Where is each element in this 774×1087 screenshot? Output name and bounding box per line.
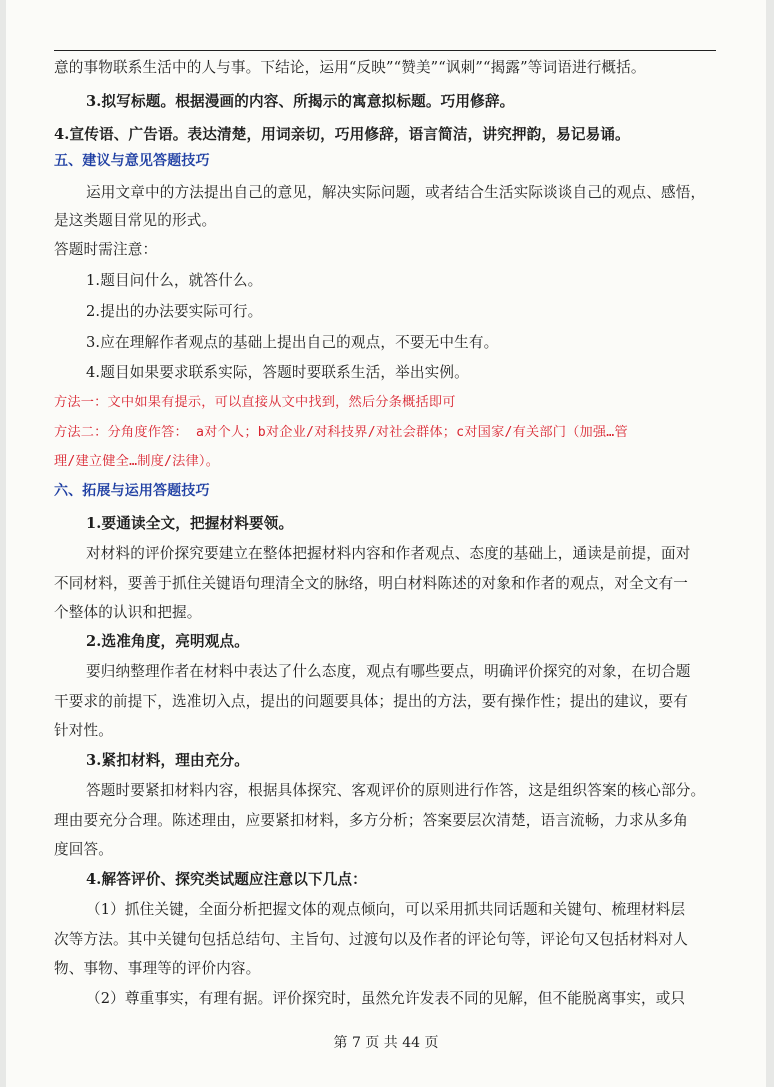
text-line: 理由要充分合理。陈述理由，应要紧扣材料，多方分析；答案要层次清楚，语言流畅，力求从多角	[54, 812, 688, 829]
list-item: 2.提出的办法要实际可行。	[86, 303, 263, 320]
numbered-heading: 3.拟写标题。根据漫画的内容、所揭示的寓意拟标题。巧用修辞。	[86, 93, 515, 110]
section-heading: 六、拓展与运用答题技巧	[54, 483, 210, 499]
text-line: 答题时需注意：	[54, 241, 158, 258]
text-line: 不同材料，要善于抓住关键语句理清全文的脉络，明白材料陈述的对象和作者的观点，对全文有一	[54, 575, 688, 592]
text-line: 度回答。	[54, 841, 113, 858]
text-line: 个整体的认识和把握。	[54, 604, 202, 621]
document-page	[6, 0, 766, 1087]
list-item: 3.应在理解作者观点的基础上提出自己的观点，不要无中生有。	[86, 334, 499, 351]
text-line: 次等方法。其中关键句包括总结句、主旨句、过渡句以及作者的评论句等，评论句又包括材料对人	[54, 931, 688, 948]
page-number: 第 7 页 共 44 页	[333, 1035, 439, 1051]
method-note: 方法一：文中如果有提示，可以直接从文中找到，然后分条概括即可	[54, 395, 456, 410]
text-line: （1）抓住关键，全面分析把握文体的观点倾向，可以采用抓共同话题和关键句、梳理材料层	[86, 901, 686, 918]
text-line: 对材料的评价探究要建立在整体把握材料内容和作者观点、态度的基础上，通读是前提，面对	[86, 545, 691, 562]
text-line: （2）尊重事实，有理有据。评价探究时，虽然允许发表不同的见解，但不能脱离事实，或只	[86, 990, 686, 1007]
text-line: 运用文章中的方法提出自己的意见，解决实际问题，或者结合生活实际谈谈自己的观点、感悟，	[86, 184, 706, 201]
numbered-heading: 4.解答评价、探究类试题应注意以下几点：	[86, 871, 367, 888]
text-line: 意的事物联系生活中的人与事。下结论，运用“反映”“赞美”“讽刺”“揭露”等词语进行概括。	[54, 59, 646, 76]
section-heading: 五、建议与意见答题技巧	[54, 153, 210, 169]
text-line: 答题时要紧扣材料内容，根据具体探究、客观评价的原则进行作答，这是组织答案的核心部分。	[86, 782, 706, 799]
numbered-heading: 4.宣传语、广告语。表达清楚，用词亲切，巧用修辞，语言简洁，讲究押韵，易记易诵。	[54, 126, 630, 143]
text-line: 是这类题目常见的形式。	[54, 212, 217, 229]
numbered-heading: 3.紧扣材料，理由充分。	[86, 752, 249, 769]
list-item: 1.题目问什么，就答什么。	[86, 272, 263, 289]
text-line: 要归纳整理作者在材料中表达了什么态度，观点有哪些要点，明确评价探究的对象，在切合题	[86, 663, 691, 680]
text-line: 物、事物、事理等的评价内容。	[54, 960, 261, 977]
header-rule	[54, 50, 716, 51]
numbered-heading: 2.选准角度，亮明观点。	[86, 633, 249, 650]
method-note: 方法二：分角度作答： a对个人；b对企业/对科技界/对社会群体；c对国家/有关部门（加强…管	[54, 425, 628, 440]
method-note: 理/建立健全…制度/法律）。	[54, 454, 220, 469]
text-line: 干要求的前提下，选准切入点，提出的问题要具体；提出的方法，要有操作性；提出的建议，要有	[54, 693, 688, 710]
numbered-heading: 1.要通读全文，把握材料要领。	[86, 515, 294, 532]
text-line: 针对性。	[54, 722, 113, 739]
list-item: 4.题目如果要求联系实际，答题时要联系生活，举出实例。	[86, 364, 469, 381]
